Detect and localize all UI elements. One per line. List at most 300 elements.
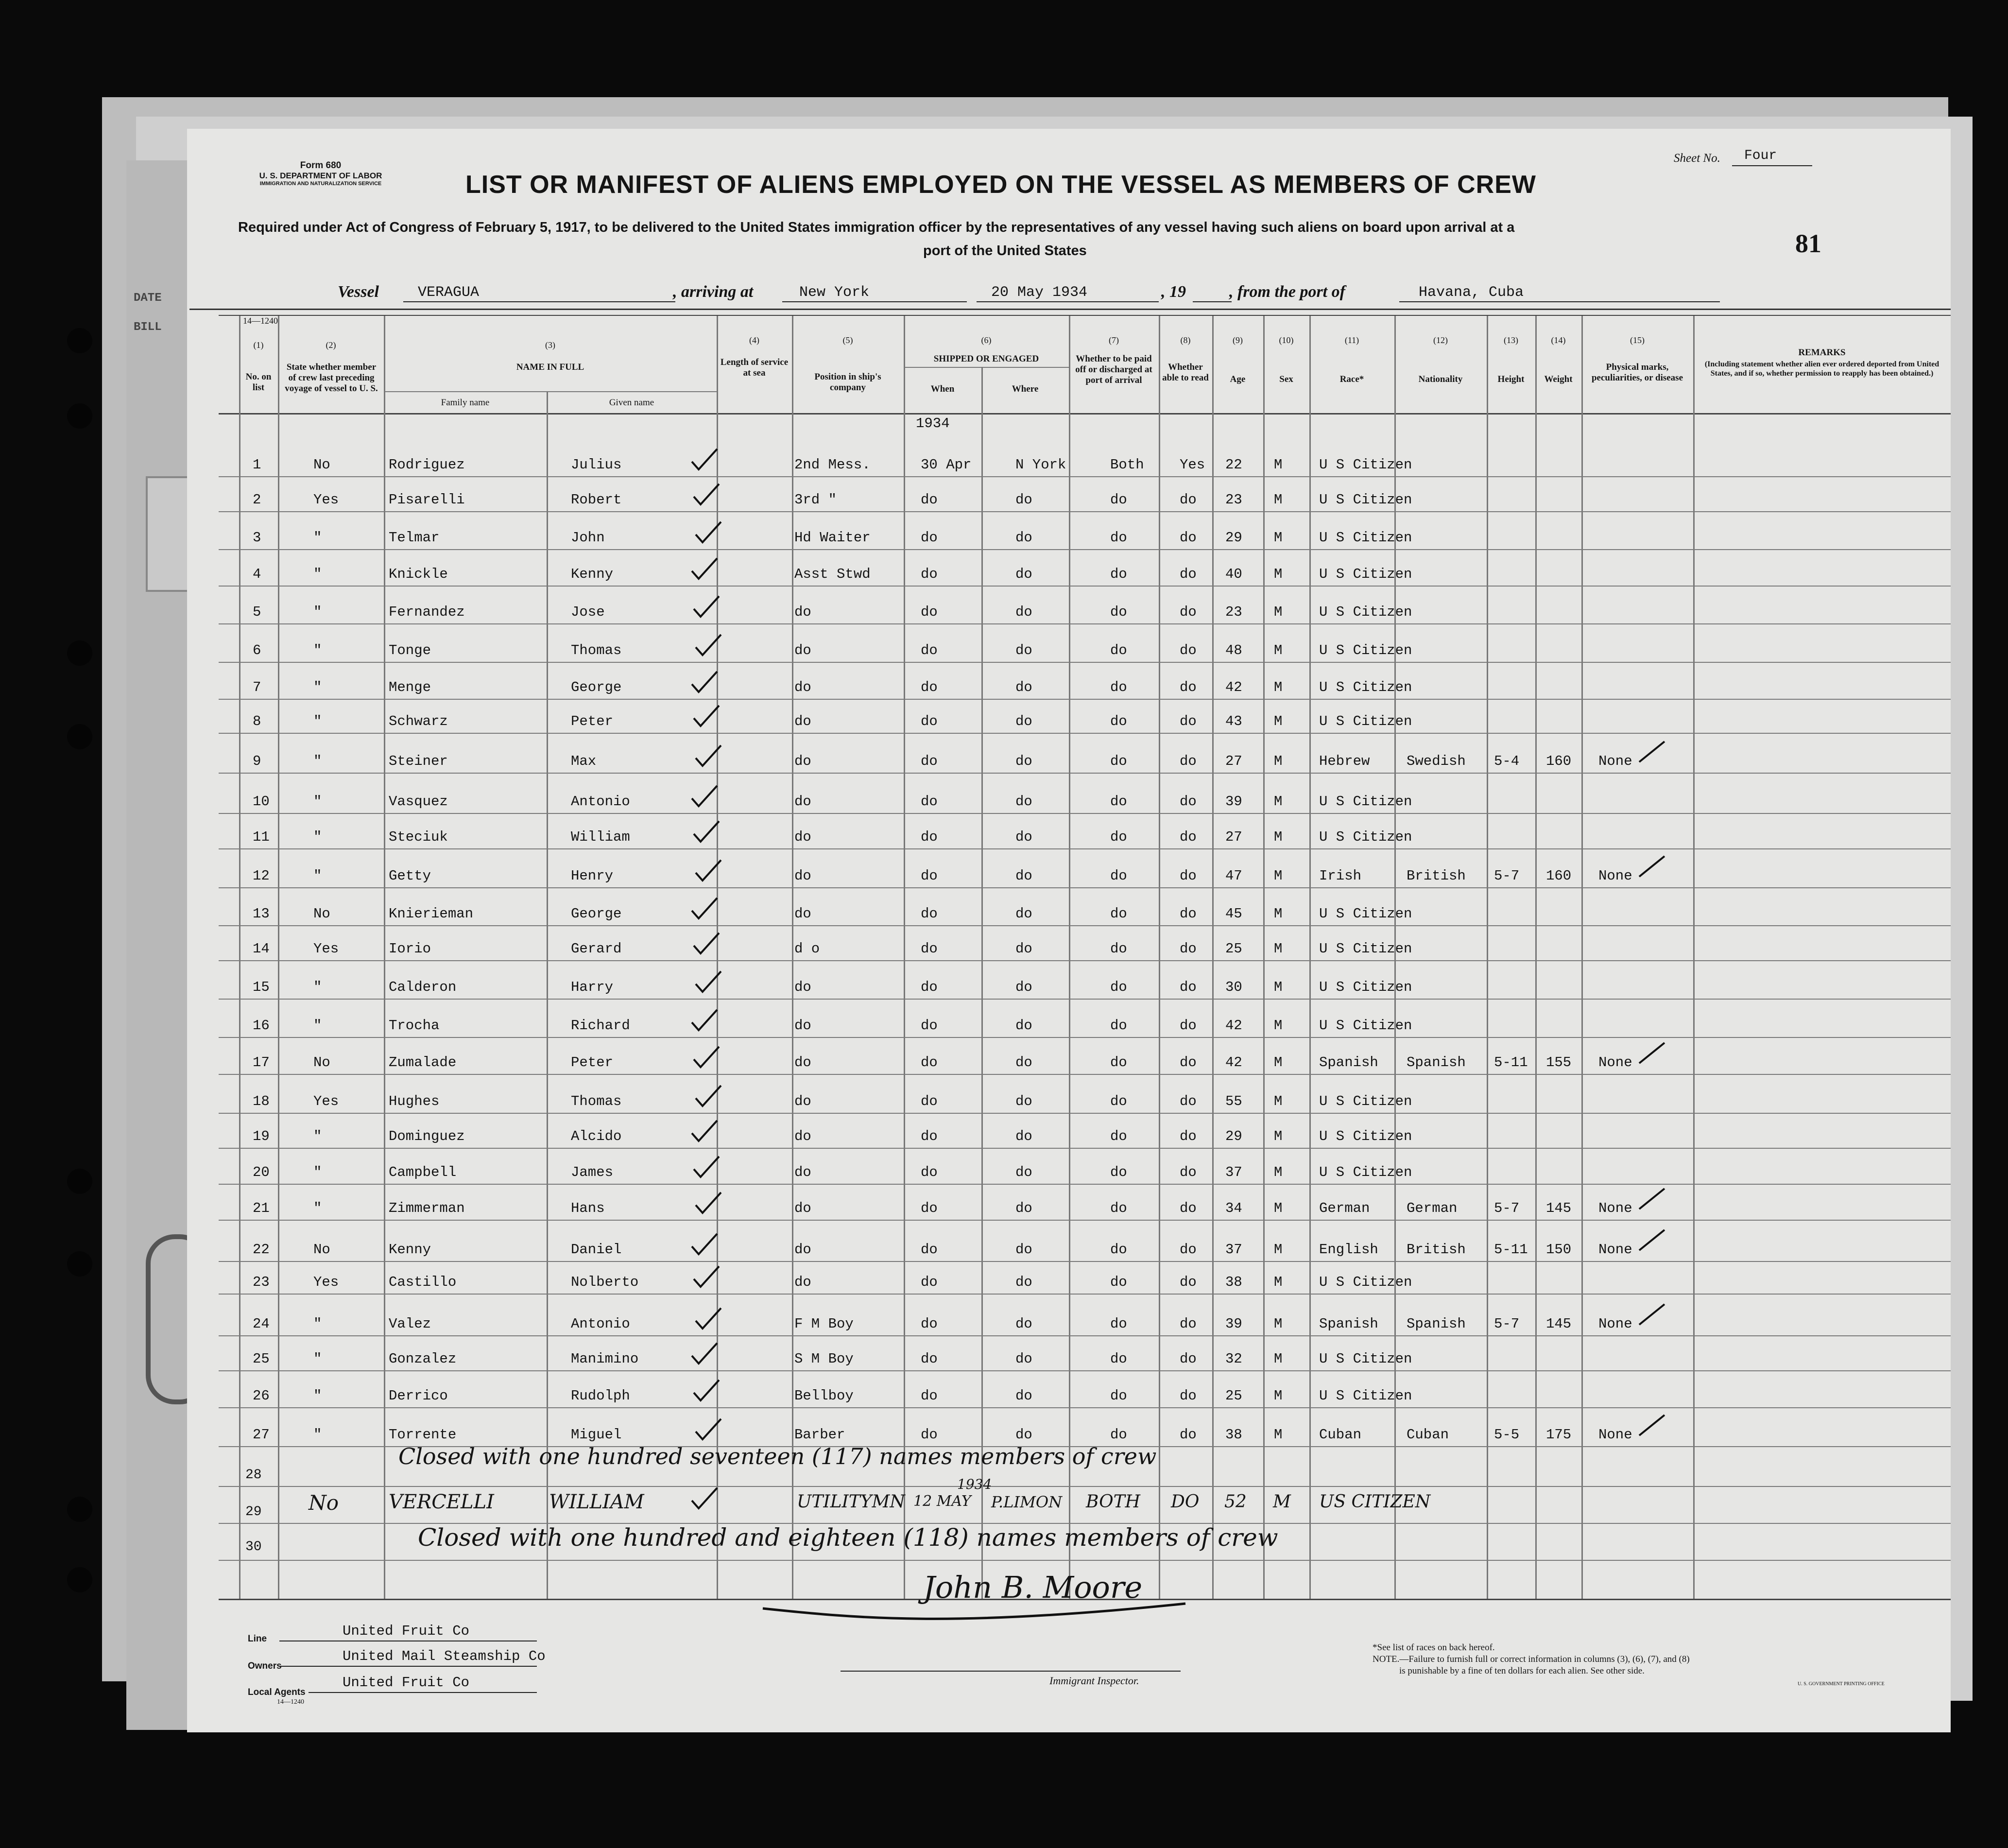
- hdr-height: Height: [1497, 374, 1525, 384]
- nationality: Spanish: [1407, 1316, 1466, 1332]
- where-shipped: do: [1015, 530, 1032, 546]
- given-name: George: [571, 906, 622, 922]
- position: do: [794, 979, 811, 995]
- nationality: British: [1407, 1242, 1466, 1258]
- paid-off: do: [1110, 1054, 1127, 1071]
- when-shipped: do: [921, 1164, 938, 1180]
- row29-year: 1934: [957, 1476, 992, 1492]
- position: do: [794, 906, 811, 922]
- race: U S Citizen: [1319, 713, 1412, 729]
- punch-hole: [67, 1567, 92, 1592]
- paid-off: do: [1110, 979, 1127, 995]
- race: U S Citizen: [1319, 530, 1412, 546]
- able-read: do: [1180, 604, 1197, 620]
- position: Hd Waiter: [794, 530, 871, 546]
- col-num-9: (9): [1233, 335, 1243, 345]
- race: U S Citizen: [1319, 941, 1412, 957]
- row-rule: [219, 1037, 1951, 1038]
- given-name: Alcido: [571, 1128, 622, 1144]
- able-read: do: [1180, 1200, 1197, 1216]
- member-prev: ": [313, 1018, 322, 1034]
- row-number: 19: [253, 1128, 270, 1144]
- inspector-underline: [841, 1671, 1181, 1672]
- hdr-physical: Physical marks, peculiarities, or disease: [1591, 362, 1683, 383]
- member-prev: No: [313, 1242, 330, 1258]
- hdr-sex: Sex: [1279, 374, 1293, 384]
- given-name: George: [571, 679, 622, 695]
- able-read: do: [1180, 713, 1197, 729]
- col-num-4: (4): [749, 335, 759, 345]
- member-prev: Yes: [313, 941, 339, 957]
- form-number: Form 680: [300, 160, 342, 171]
- physical-marks: None: [1598, 1316, 1632, 1332]
- printer-imprint: U. S. GOVERNMENT PRINTING OFFICE: [1798, 1681, 1885, 1687]
- when-shipped: do: [921, 566, 938, 582]
- col-line: [981, 367, 983, 1599]
- given-name: Henry: [571, 868, 614, 884]
- col-num-7: (7): [1109, 335, 1119, 345]
- given-name: Rudolph: [571, 1388, 630, 1404]
- able-read: do: [1180, 492, 1197, 508]
- position: do: [794, 642, 811, 658]
- where-shipped: do: [1015, 906, 1032, 922]
- position: d o: [794, 941, 820, 957]
- col-line: [278, 316, 279, 1599]
- height: 5-7: [1494, 1200, 1520, 1216]
- row-number: 12: [253, 868, 270, 884]
- able-read: do: [1180, 1427, 1197, 1443]
- col-num-13: (13): [1504, 335, 1518, 345]
- nationality: British: [1407, 868, 1466, 884]
- position: do: [794, 829, 811, 845]
- row-number: 27: [253, 1427, 270, 1443]
- sex: M: [1274, 1200, 1283, 1216]
- col-line: [1069, 316, 1070, 1599]
- able-read: do: [1180, 1018, 1197, 1034]
- from-label: , from the port of: [1229, 283, 1345, 301]
- given-name: Max: [571, 753, 597, 769]
- race: English: [1319, 1242, 1378, 1258]
- physical-marks: None: [1598, 753, 1632, 769]
- paid-off: do: [1110, 1200, 1127, 1216]
- able-read: do: [1180, 1242, 1197, 1258]
- race: Cuban: [1319, 1427, 1362, 1443]
- row-number: 11: [253, 829, 270, 845]
- given-name: Manimino: [571, 1351, 639, 1367]
- col-line: [1535, 316, 1537, 1599]
- row-rule: [219, 999, 1951, 1000]
- when-shipped: do: [921, 794, 938, 810]
- line-label: Line: [248, 1634, 267, 1644]
- position: Bellboy: [794, 1388, 854, 1404]
- position: do: [794, 1093, 811, 1109]
- row29-sex: M: [1273, 1492, 1291, 1512]
- member-prev: ": [313, 642, 322, 658]
- race: U S Citizen: [1319, 829, 1412, 845]
- family-name: Torrente: [389, 1427, 457, 1443]
- age: 23: [1225, 604, 1242, 620]
- sex: M: [1274, 530, 1283, 546]
- when-shipped: do: [921, 906, 938, 922]
- punch-hole: [67, 1169, 92, 1194]
- check-mark: [694, 1306, 723, 1330]
- note-line2: is punishable by a fine of ten dollars for each alien. See other side.: [1399, 1666, 1645, 1676]
- age: 29: [1225, 1128, 1242, 1144]
- family-name: Castillo: [389, 1274, 457, 1290]
- height: 5-5: [1494, 1427, 1520, 1443]
- member-prev: ": [313, 1128, 322, 1144]
- age: 32: [1225, 1351, 1242, 1367]
- family-name: Steciuk: [389, 829, 448, 845]
- where-shipped: do: [1015, 979, 1032, 995]
- line-value: United Fruit Co: [343, 1623, 470, 1639]
- row-number: 4: [253, 566, 261, 582]
- age: 38: [1225, 1274, 1242, 1290]
- row-rule: [219, 662, 1951, 663]
- member-prev: Yes: [313, 492, 339, 508]
- family-name: Schwarz: [389, 713, 448, 729]
- able-read: do: [1180, 1351, 1197, 1367]
- sex: M: [1274, 829, 1283, 845]
- position: F M Boy: [794, 1316, 854, 1332]
- able-read: do: [1180, 979, 1197, 995]
- tick-mark: [1637, 1041, 1666, 1065]
- row-number-29: 29: [245, 1504, 262, 1520]
- family-name: Knickle: [389, 566, 448, 582]
- sheet-value: Four: [1744, 148, 1777, 163]
- tick-mark: [1637, 1187, 1666, 1211]
- arriving-value: New York: [799, 284, 870, 301]
- row-number-28: 28: [245, 1468, 262, 1483]
- when-shipped: do: [921, 492, 938, 508]
- col-line: [792, 316, 793, 1599]
- able-read: do: [1180, 1316, 1197, 1332]
- able-read: do: [1180, 753, 1197, 769]
- race: Hebrew: [1319, 753, 1370, 769]
- age: 23: [1225, 492, 1242, 508]
- given-name: John: [571, 530, 605, 546]
- family-name: Menge: [389, 679, 431, 695]
- row-number: 13: [253, 906, 270, 922]
- row-rule: [219, 1370, 1951, 1371]
- vessel-label: Vessel: [338, 283, 379, 301]
- position: do: [794, 1200, 811, 1216]
- when-shipped: do: [921, 1128, 938, 1144]
- where-shipped: do: [1015, 1128, 1032, 1144]
- row-number: 21: [253, 1200, 270, 1216]
- col-line: [384, 316, 385, 1599]
- row-rule: [219, 623, 1951, 624]
- row-rule: [219, 1184, 1951, 1185]
- member-prev: ": [313, 829, 322, 845]
- check-mark: [690, 1008, 719, 1032]
- row29-given: WILLIAM: [549, 1491, 644, 1513]
- paid-off: do: [1110, 868, 1127, 884]
- age: 42: [1225, 1054, 1242, 1071]
- race: German: [1319, 1200, 1370, 1216]
- where-shipped: do: [1015, 1274, 1032, 1290]
- row-rule: [219, 1148, 1951, 1149]
- col-line: [1159, 316, 1160, 1599]
- where-shipped: N York: [1015, 457, 1066, 473]
- paid-off: do: [1110, 679, 1127, 695]
- weight: 175: [1546, 1427, 1572, 1443]
- paid-off: do: [1110, 794, 1127, 810]
- subtitle-line2: port of the United States: [923, 243, 1087, 259]
- tick-mark: [1637, 854, 1666, 879]
- family-name: Getty: [389, 868, 431, 884]
- physical-marks: None: [1598, 1242, 1632, 1258]
- paid-off: do: [1110, 753, 1127, 769]
- able-read: do: [1180, 1388, 1197, 1404]
- row-number: 15: [253, 979, 270, 995]
- family-name: Steiner: [389, 753, 448, 769]
- physical-marks: None: [1598, 1427, 1632, 1443]
- sex: M: [1274, 492, 1283, 508]
- position: 2nd Mess.: [794, 457, 871, 473]
- hdr-family-name: Family name: [441, 397, 490, 408]
- row-number: 26: [253, 1388, 270, 1404]
- given-name: Hans: [571, 1200, 605, 1216]
- row-rule: [219, 1220, 1951, 1221]
- check-mark: [694, 633, 723, 657]
- able-read: do: [1180, 679, 1197, 695]
- physical-marks: None: [1598, 868, 1632, 884]
- family-name: Valez: [389, 1316, 431, 1332]
- arriving-underline: [782, 301, 967, 302]
- when-shipped: do: [921, 1018, 938, 1034]
- sheet-underline: [1732, 165, 1812, 166]
- owners-label: Owners: [248, 1661, 282, 1671]
- row29-where: P.LIMON: [991, 1493, 1063, 1511]
- sex: M: [1274, 1274, 1283, 1290]
- member-prev: ": [313, 979, 322, 995]
- paid-off: do: [1110, 1316, 1127, 1332]
- given-name: Thomas: [571, 1093, 622, 1109]
- age: 30: [1225, 979, 1242, 995]
- hdr-remarks-note: (Including statement whether alien ever ordered deported from United States, and if so, whether permission to reapply has been obtained.): [1704, 360, 1939, 378]
- department: U. S. DEPARTMENT OF LABOR: [259, 171, 382, 180]
- row29-race: US CITIZEN: [1319, 1492, 1431, 1512]
- race: U S Citizen: [1319, 1093, 1412, 1109]
- arrival-date: 20 May 1934: [991, 284, 1088, 301]
- subtitle-line1: Required under Act of Congress of February 5, 1917, to be delivered to the United States immigration officer by the representatives of any vessel having such aliens on board upon arrival at a: [238, 220, 1515, 235]
- age: 38: [1225, 1427, 1242, 1443]
- when-shipped: do: [921, 713, 938, 729]
- tick-mark: [1637, 1413, 1666, 1437]
- col-line: [1263, 316, 1265, 1599]
- vessel-underline: [403, 301, 675, 302]
- position: do: [794, 794, 811, 810]
- row-number: 25: [253, 1351, 270, 1367]
- able-read: do: [1180, 829, 1197, 845]
- paid-off: do: [1110, 1128, 1127, 1144]
- note-line1: NOTE.—Failure to furnish full or correct information in columns (3), (6), (7), and (8): [1373, 1654, 1690, 1664]
- col-line: [1487, 316, 1488, 1599]
- family-name: Dominguez: [389, 1128, 465, 1144]
- punch-hole: [67, 1251, 92, 1277]
- col-num-1: (1): [253, 340, 264, 350]
- paid-off: do: [1110, 492, 1127, 508]
- sex: M: [1274, 679, 1283, 695]
- member-prev: ": [313, 1200, 322, 1216]
- paid-off: do: [1110, 1018, 1127, 1034]
- able-read: do: [1180, 1164, 1197, 1180]
- able-read: do: [1180, 1054, 1197, 1071]
- row-number: 14: [253, 941, 270, 957]
- given-name: Jose: [571, 604, 605, 620]
- where-shipped: do: [1015, 1164, 1032, 1180]
- tick-mark: [1637, 740, 1666, 764]
- col-num-15: (15): [1630, 335, 1645, 345]
- row-rule: [219, 1335, 1951, 1336]
- age: 48: [1225, 642, 1242, 658]
- member-prev: ": [313, 1316, 322, 1332]
- row-number: 9: [253, 753, 261, 769]
- weight: 160: [1546, 753, 1572, 769]
- sex: M: [1274, 1128, 1283, 1144]
- row-number: 20: [253, 1164, 270, 1180]
- row-number: 1: [253, 457, 261, 473]
- col-line: [904, 316, 905, 1599]
- row-number: 2: [253, 492, 261, 508]
- hdr-given-name: Given name: [609, 397, 654, 408]
- paid-off: do: [1110, 1093, 1127, 1109]
- row-number: 8: [253, 713, 261, 729]
- check-mark: [692, 819, 721, 844]
- punch-hole: [67, 403, 92, 429]
- check-mark: [692, 704, 721, 728]
- row-rule: [219, 960, 1951, 961]
- where-shipped: do: [1015, 1018, 1032, 1034]
- sex: M: [1274, 1054, 1283, 1071]
- when-shipped: do: [921, 1388, 938, 1404]
- weight: 160: [1546, 868, 1572, 884]
- row-rule: [219, 1294, 1951, 1295]
- col-num-12: (12): [1433, 335, 1448, 345]
- check-mark: [692, 1264, 721, 1289]
- race: U S Citizen: [1319, 794, 1412, 810]
- year-label: , 19: [1161, 283, 1186, 301]
- where-shipped: do: [1015, 1093, 1032, 1109]
- signature: John B. Moore: [923, 1570, 1143, 1605]
- check-mark: [692, 594, 721, 619]
- check-mark: [694, 1191, 723, 1215]
- paid-off: do: [1110, 713, 1127, 729]
- age: 29: [1225, 530, 1242, 546]
- position: S M Boy: [794, 1351, 854, 1367]
- sex: M: [1274, 1164, 1283, 1180]
- where-shipped: do: [1015, 1242, 1032, 1258]
- when-shipped: do: [921, 1054, 938, 1071]
- side-stamp-bill: BILL: [134, 321, 162, 334]
- arriving-label: , arriving at: [673, 283, 754, 301]
- family-name: Calderon: [389, 979, 457, 995]
- sex: M: [1274, 642, 1283, 658]
- position: do: [794, 1054, 811, 1071]
- race: U S Citizen: [1319, 1164, 1412, 1180]
- where-shipped: do: [1015, 941, 1032, 957]
- age: 47: [1225, 868, 1242, 884]
- given-name: Robert: [571, 492, 622, 508]
- paid-off: do: [1110, 604, 1127, 620]
- age: 45: [1225, 906, 1242, 922]
- nationality: Cuban: [1407, 1427, 1449, 1443]
- member-prev: Yes: [313, 1274, 339, 1290]
- check-mark: [692, 1378, 721, 1402]
- sex: M: [1274, 1388, 1283, 1404]
- member-prev: ": [313, 1427, 322, 1443]
- nationality: German: [1407, 1200, 1458, 1216]
- sex: M: [1274, 1242, 1283, 1258]
- able-read: do: [1180, 794, 1197, 810]
- position: do: [794, 1128, 811, 1144]
- row-rule: [219, 1407, 1951, 1408]
- tick-mark: [1637, 1228, 1666, 1252]
- height: 5-11: [1494, 1242, 1528, 1258]
- age: 55: [1225, 1093, 1242, 1109]
- closing-note-117: Closed with one hundred seventeen (117) names members of crew: [398, 1443, 1157, 1469]
- hdr-race: Race*: [1339, 374, 1364, 384]
- row-rule: [219, 1486, 1951, 1487]
- height: 5-7: [1494, 1316, 1520, 1332]
- row-rule: [219, 887, 1951, 888]
- year-note: 1934: [916, 415, 950, 432]
- row-number: 17: [253, 1054, 270, 1071]
- able-read: do: [1180, 1274, 1197, 1290]
- paid-off: do: [1110, 1164, 1127, 1180]
- col-num-10: (10): [1279, 335, 1294, 345]
- where-shipped: do: [1015, 679, 1032, 695]
- position: do: [794, 868, 811, 884]
- row-number: 18: [253, 1093, 270, 1109]
- when-shipped: do: [921, 868, 938, 884]
- check-mark: [694, 969, 723, 994]
- col-num-11: (11): [1344, 335, 1359, 345]
- sex: M: [1274, 906, 1283, 922]
- given-name: Julius: [571, 457, 622, 473]
- col-line: [547, 391, 548, 1599]
- row-number: 7: [253, 679, 261, 695]
- check-mark: [690, 784, 719, 808]
- position: do: [794, 1164, 811, 1180]
- where-shipped: do: [1015, 1351, 1032, 1367]
- given-name: William: [571, 829, 630, 845]
- col-num-5: (5): [842, 335, 853, 345]
- col-line: [239, 316, 240, 1599]
- agents-label: Local Agents: [248, 1687, 306, 1697]
- row-number: 5: [253, 604, 261, 620]
- race: U S Citizen: [1319, 1351, 1412, 1367]
- member-prev: ": [313, 868, 322, 884]
- member-prev: ": [313, 566, 322, 582]
- where-shipped: do: [1015, 604, 1032, 620]
- punch-hole: [67, 1497, 92, 1522]
- col-num-8: (8): [1180, 335, 1191, 345]
- able-read: do: [1180, 941, 1197, 957]
- when-shipped: 30 Apr: [921, 457, 972, 473]
- race: U S Citizen: [1319, 1388, 1412, 1404]
- family-name: Vasquez: [389, 794, 448, 810]
- row-number: 23: [253, 1274, 270, 1290]
- check-mark: [694, 1417, 723, 1441]
- check-mark: [694, 1084, 723, 1108]
- age: 43: [1225, 713, 1242, 729]
- race: Irish: [1319, 868, 1362, 884]
- hdr-paid-off: Whether to be paid off or discharged at port of arrival: [1075, 354, 1152, 385]
- family-name: Pisarelli: [389, 492, 465, 508]
- member-prev: ": [313, 794, 322, 810]
